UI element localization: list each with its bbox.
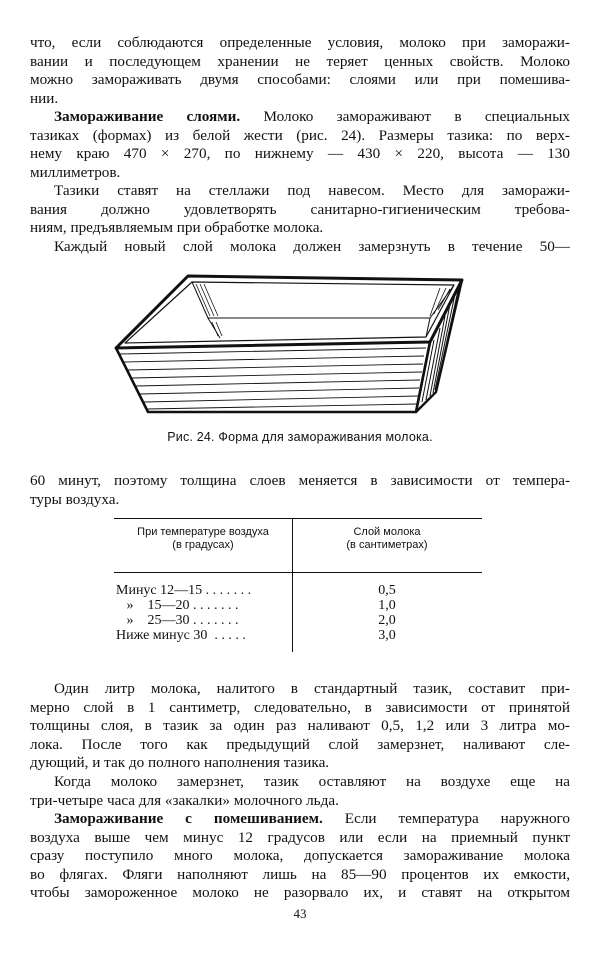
header-text: (в градусах) — [172, 538, 234, 551]
paragraph-one-liter — [30, 680, 570, 773]
text-line: 60 минут, поэтому толщина слоев меняется в зависимости от темпера- — [30, 472, 570, 489]
text-line: мерно слой в 1 сантиметр, следовательно, в зависимости от принятой — [30, 698, 570, 716]
temperature-layer-table — [114, 518, 482, 653]
row-label: » 15—20 . . . . . . . — [116, 598, 239, 613]
row-label: Минус 12—15 . . . . . . . — [116, 583, 252, 598]
text-line — [30, 108, 570, 127]
text-line: Один литр молока, налитого в стандартный тазик, составит при- — [54, 680, 570, 697]
row-value: 3,0 — [378, 628, 396, 643]
text-line: чтобы замороженное молоко не разорвало их, и ставят на открытом — [30, 884, 570, 902]
freezing-pan-illustration — [100, 262, 480, 432]
table-header-temperature — [114, 526, 292, 551]
text-line: Каждый новый слой молока должен замерзнуть в течение 50— — [54, 238, 570, 255]
paragraph-stirring — [30, 810, 570, 903]
section-heading-stirring: Замораживание с помешиванием. — [54, 810, 323, 827]
paragraph-hardening — [30, 773, 570, 810]
text-line: сразу поступило много молока, допускается замораживание молока — [30, 847, 570, 865]
pan-front-hatching — [120, 348, 426, 409]
paragraph-intro — [30, 34, 570, 108]
section-heading-layers: Замораживание слоями. — [54, 108, 241, 125]
text-line: тазиках (формах) из белой жести (рис. 24). Размеры тазика: по верх- — [30, 126, 570, 144]
text-span: Молоко замораживают в специальных — [240, 108, 570, 125]
paragraph-each-layer — [30, 238, 570, 257]
text-line: вании и последующем хранении не теряет ценных свойств. Молоко — [30, 52, 570, 70]
text-line: нии. — [30, 89, 59, 107]
text-line: что, если соблюдаются определенные условия, молоко при заморажи- — [30, 34, 570, 51]
table-row — [114, 628, 482, 644]
text-span: Если температура наружного — [322, 810, 570, 827]
text-line: миллиметров. — [30, 163, 121, 181]
pan-inner-hatching — [196, 284, 450, 336]
text-line: ниям, предъявляемым при обработке молока. — [30, 219, 324, 237]
text-line: воздуха выше чем минус 12 градусов или если на приемный пункт — [30, 828, 570, 846]
text-line: во флягах. Фляги наполняют лишь на 85—90 процентов их емкости, — [30, 865, 570, 883]
text-line — [30, 810, 570, 829]
row-label: » 25—30 . . . . . . . — [116, 613, 239, 628]
figure-caption: Рис. 24. Форма для замораживания молока. — [167, 430, 433, 444]
row-value: 2,0 — [378, 613, 396, 628]
text-line: можно замораживать двумя способами: слоями или при помешива- — [30, 71, 570, 89]
table-row — [114, 613, 482, 629]
paragraph-layers — [30, 108, 570, 182]
table-header-layer — [292, 526, 482, 551]
paragraph-layer-thickness — [30, 472, 570, 509]
text-line: Тазики ставят на стеллажи под навесом. Место для заморажи- — [54, 182, 570, 199]
header-text: При температуре воздуха — [137, 526, 269, 538]
header-text: (в сантиметрах) — [346, 538, 428, 551]
text-line: дующий, и так до полного наполнения тазика. — [30, 754, 330, 772]
row-label: Ниже минус 30 . . . . . — [116, 628, 246, 643]
row-value: 0,5 — [378, 583, 396, 598]
paragraph-shelves — [30, 182, 570, 238]
text-line: туры воздуха. — [30, 490, 120, 508]
text-line: вания должно удовлетворять санитарно-гигиеническим требова- — [30, 200, 570, 218]
table-top-rule — [114, 518, 482, 519]
table-header-rule — [114, 572, 482, 573]
text-line: нему краю 470 × 270, по нижнему — 430 × 220, высота — 130 — [30, 145, 570, 163]
text-line: лока. После того как предыдущий слой замерзнет, наливают сле- — [30, 735, 570, 753]
text-line: три-четыре часа для «закалки» молочного льда. — [30, 791, 339, 809]
row-value: 1,0 — [378, 598, 396, 613]
text-line: толщины слоя, в тазик за один раз наливают 0,5, 1,2 или 3 литра мо- — [30, 717, 570, 735]
table-row — [114, 583, 482, 599]
text-line: Когда молоко замерзнет, тазик оставляют на воздухе еще на — [54, 773, 570, 790]
page-number: 43 — [293, 906, 307, 921]
table-row — [114, 598, 482, 614]
header-text: Слой молока — [353, 526, 421, 538]
